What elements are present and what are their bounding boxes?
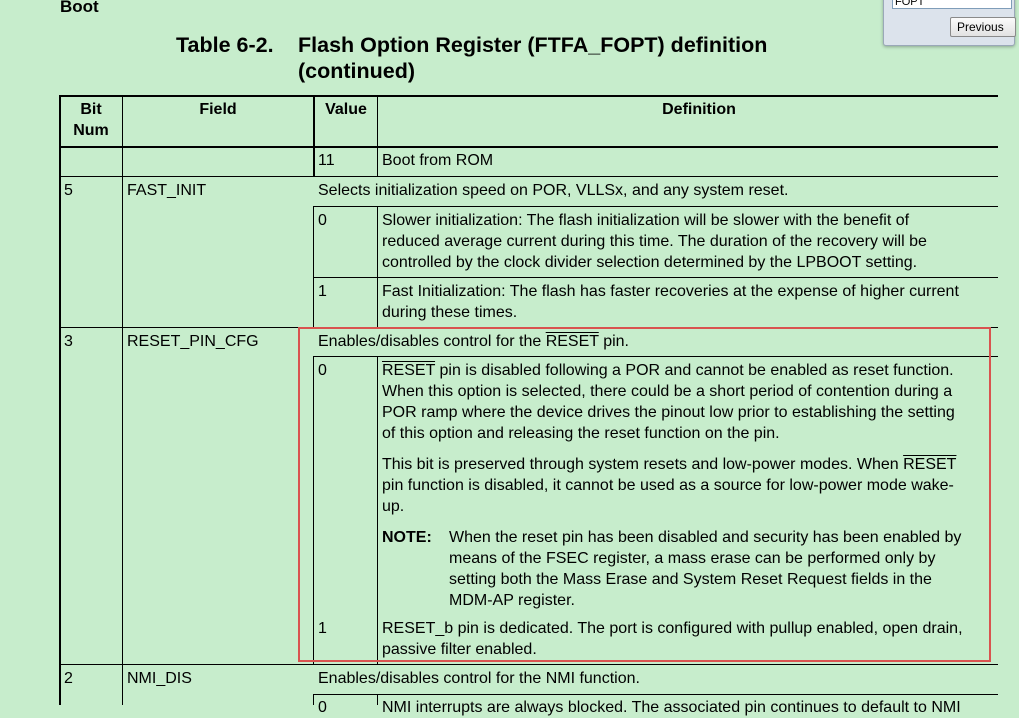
cell-summary: Enables/disables control for the RESET pin. <box>318 333 629 350</box>
column-rule <box>122 95 123 705</box>
cell-definition-paragraph: This bit is preserved through system resets and low-power modes. When RESET pin function is disabled, it cannot be used as a source for low-power mode wake- up. <box>382 456 957 515</box>
cell-bit-num: 2 <box>64 670 73 687</box>
header-field: Field <box>199 101 237 118</box>
reset-signal-name: RESET <box>382 362 436 379</box>
note-label: NOTE: <box>382 529 432 546</box>
find-toolbar <box>883 0 1015 46</box>
cell-definition: NMI interrupts are always blocked. The associated pin continues to default to NMI <box>382 699 961 716</box>
header-bit-num: Bit Num <box>73 101 109 139</box>
row-rule <box>313 277 998 278</box>
note-text: When the reset pin has been disabled and security has been enabled by means of the FSEC register, a mass erase can be performed only by setting both the Mass Erase and System Reset Request fields in the MDM-AP register. <box>449 529 962 609</box>
cell-field: FAST_INIT <box>127 182 207 199</box>
column-rule <box>313 356 314 664</box>
section-heading: Boot <box>60 0 99 16</box>
column-rule <box>377 356 378 664</box>
reset-signal-name: RESET <box>903 456 957 473</box>
column-rule <box>377 95 378 176</box>
header-definition: Definition <box>662 101 736 118</box>
row-rule <box>59 327 998 328</box>
cell-value: 0 <box>318 212 327 229</box>
table-caption-title-line1: Flash Option Register (FTFA_FOPT) definition <box>298 33 768 57</box>
cell-definition: Boot from ROM <box>382 152 494 169</box>
cell-summary: Enables/disables control for the NMI function. <box>318 670 640 687</box>
cell-definition: RESET_b pin is dedicated. The port is configured with pullup enabled, open drain, passive filter enabled. <box>382 620 963 658</box>
previous-button[interactable]: Previous <box>950 17 1016 37</box>
reset-signal-name: RESET <box>545 333 599 350</box>
column-rule <box>377 694 378 705</box>
row-rule <box>59 176 998 177</box>
header-value: Value <box>325 101 367 118</box>
table-left-rule <box>59 95 61 705</box>
find-input[interactable] <box>892 0 1012 9</box>
cell-field: NMI_DIS <box>127 670 192 687</box>
cell-value: 0 <box>318 362 327 379</box>
row-rule <box>313 206 998 207</box>
row-rule <box>313 356 998 357</box>
cell-field: RESET_PIN_CFG <box>127 333 259 350</box>
cell-value: 0 <box>318 699 327 716</box>
cell-summary: Selects initialization speed on POR, VLLSx, and any system reset. <box>318 182 789 199</box>
cell-definition: RESET pin is disabled following a POR and cannot be enabled as reset function. When this option is selected, there could be a short period of contention during a POR ramp where the device drives the pinout low prior to establishing the setting of this option and releasing the reset function on the pin. <box>382 362 955 442</box>
column-rule <box>313 694 314 705</box>
cell-value: 11 <box>318 152 335 169</box>
cell-bit-num: 5 <box>64 182 73 199</box>
table-caption-number: Table 6-2. <box>176 33 274 57</box>
cell-value: 1 <box>318 620 327 637</box>
row-rule <box>59 664 998 665</box>
row-rule <box>313 694 998 695</box>
cell-value: 1 <box>318 283 327 300</box>
cell-definition: Slower initialization: The flash initialization will be slower with the benefit of reduced average current during this time. The duration of the recovery will be controlled by the clock divider selection determined by the LPBOOT setting. <box>382 212 927 271</box>
table-top-rule <box>59 95 998 97</box>
column-rule <box>313 206 314 327</box>
cell-definition: Fast Initialization: The flash has faster recoveries at the expense of higher current during these times. <box>382 283 959 321</box>
column-rule <box>377 206 378 327</box>
header-bottom-rule <box>59 146 998 148</box>
cell-bit-num: 3 <box>64 333 73 350</box>
table-caption-title-line2: (continued) <box>298 59 416 83</box>
